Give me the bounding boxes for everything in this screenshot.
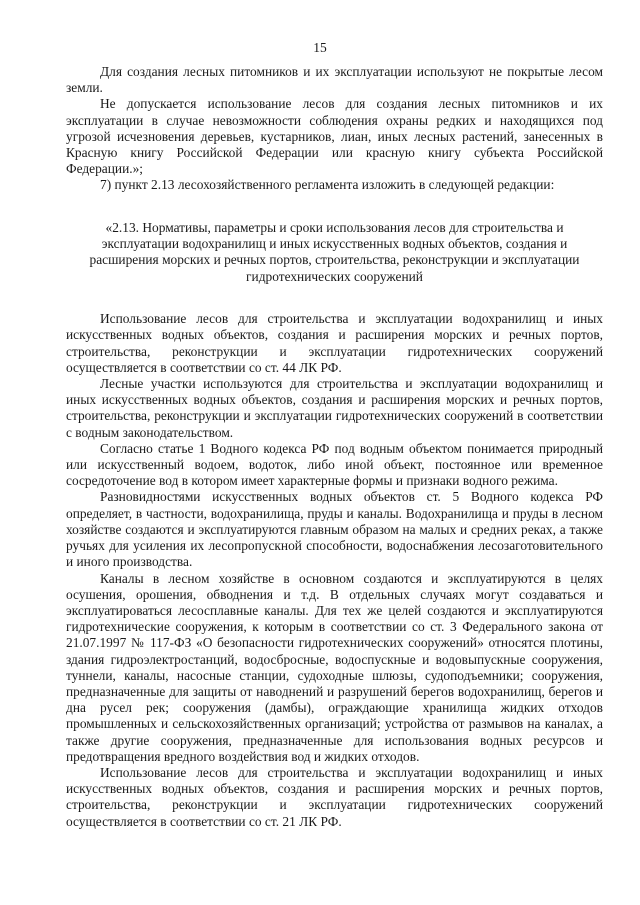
- paragraph-canals-hydro-structures: Каналы в лесном хозяйстве в основном создаются и эксплуатируются в целях осушения, орошения, обводнения и т.д. В отдельных случаях могут создаваться и эксплуатироваться лесосплавные каналы. Для тех же целей создаются и эксплуатируются гидротехнические сооружения, к которым в соответствии со ст. 3 Федерального закона от 21.07.1997 № 117-ФЗ «О безопасности гидротехнических сооружений» относятся плотины, здания гидроэлектростанций, водосбросные, водоспускные и водовыпускные сооружения, туннели, каналы, насосные станции, судоходные шлюзы, судоподъемники; сооружения, предназначенные для защиты от наводнений и разрушений берегов водохранилищ, берегов и дна русел рек; сооружения (дамбы), ограждающие хранилища жидких отходов промышленных и сельскохозяйственных организаций; устройства от размывов на каналах, а также другие сооружения, предназначенные для использования водных ресурсов и предотвращения вредного воздействия вод и жидких отходов.: [66, 570, 603, 764]
- paragraph-nursery-land: Для создания лесных питомников и их эксплуатации используют не покрытые лесом земли.: [66, 64, 603, 96]
- paragraph-water-legislation: Лесные участки используются для строительства и эксплуатации водохранилищ и иных искусственных водных объектов, создания и расширения морских и речных портов, строительства, реконструкции и эксплуатации гидротехнических сооружений в соответствии с водным законодательством.: [66, 376, 603, 440]
- paragraph-use-art-21: Использование лесов для строительства и эксплуатации водохранилищ и иных искусственных водных объектов, создания и расширения морских и речных портов, строительства, реконструкции и эксплуатации гидротехнических сооружений осуществляется в соответствии со ст. 21 ЛК РФ.: [66, 764, 603, 829]
- paragraph-water-object-definition: Согласно статье 1 Водного кодекса РФ под водным объектом понимается природный или искусственный водоем, водоток, либо иной объект, постоянное или временное сосредоточение вод в котором имеет характерные формы и признаки водного режима.: [66, 440, 603, 489]
- paragraph-use-art-44: Использование лесов для строительства и эксплуатации водохранилищ и иных искусственных водных объектов, создания и расширения морских и речных портов, строительства, реконструкции и эксплуатации гидротехнических сооружений осуществляется в соответствии со ст. 44 ЛК РФ.: [66, 311, 603, 375]
- paragraph-nursery-restriction: Не допускается использование лесов для создания лесных питомников и их эксплуатации в случае невозможности соблюдения охраны редких и находящихся под угрозой исчезновения деревьев, кустарников, лиан, иных лесных растений, занесенных в Красную книгу Российской Федерации или красную книгу субъекта Российской Федерации.»;: [66, 96, 603, 177]
- section-heading-2-13: «2.13. Нормативы, параметры и сроки использования лесов для строительства и эксплуатации водохранилищ и иных искусственных водных объектов, создания и расширения морских и речных портов, строительства, реконструкции и эксплуатации гидротехнических сооружений: [89, 219, 580, 284]
- paragraph-amendment-item-7: 7) пункт 2.13 лесохозяйственного регламента изложить в следующей редакции:: [100, 177, 555, 193]
- paragraph-artificial-objects: Разновидностями искусственных водных объектов ст. 5 Водного кодекса РФ определяет, в частности, водохранилища, пруды и каналы. Водохранилища и пруды в лесном хозяйстве создаются и эксплуатируются главным образом на малых и средних реках, а также ручьях для усиления их лесопропускной способности, водоснабжения лесозаготовительного и иного производства.: [66, 489, 603, 570]
- document-body: [66, 64, 603, 830]
- page-number: 15: [313, 40, 327, 55]
